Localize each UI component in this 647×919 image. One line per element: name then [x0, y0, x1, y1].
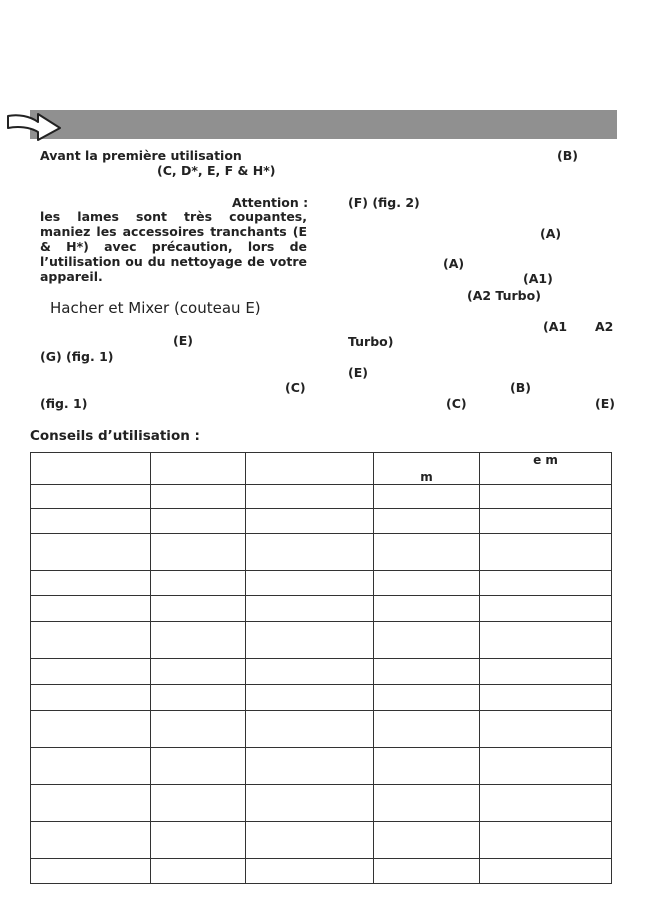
warning-line: appareil. — [40, 269, 103, 284]
header-cell: m — [374, 453, 480, 485]
table-cell — [480, 748, 612, 785]
table-row — [31, 659, 612, 685]
table-cell — [246, 534, 374, 571]
table-cell — [151, 596, 246, 622]
table-cell — [246, 785, 374, 822]
table-cell — [246, 571, 374, 596]
table-cell — [246, 596, 374, 622]
table-cell — [31, 622, 151, 659]
table-header-row — [31, 453, 612, 485]
table-row — [31, 485, 612, 509]
table-cell — [374, 485, 480, 509]
table-cell — [151, 785, 246, 822]
table-cell — [151, 571, 246, 596]
table-cell — [246, 859, 374, 884]
ref-c: (C) — [285, 380, 306, 395]
table-cell — [480, 711, 612, 748]
table-cell — [480, 659, 612, 685]
table-cell — [151, 534, 246, 571]
table-cell — [31, 748, 151, 785]
table-cell — [480, 822, 612, 859]
table-cell — [374, 622, 480, 659]
table-cell — [480, 596, 612, 622]
warning-line: maniez les accessoires tranchants (E — [40, 224, 307, 239]
attention-label: Attention : — [232, 195, 309, 210]
table-cell — [31, 859, 151, 884]
table-cell — [246, 822, 374, 859]
advice-table — [30, 452, 612, 884]
table-cell — [480, 859, 612, 884]
table-cell — [374, 822, 480, 859]
table-row — [31, 822, 612, 859]
turbo-label: Turbo) — [348, 334, 394, 349]
table-cell — [151, 822, 246, 859]
ref-a: (A) — [443, 256, 465, 271]
table-cell — [480, 509, 612, 534]
header-cell — [246, 453, 374, 485]
table-row — [31, 534, 612, 571]
table-cell — [31, 822, 151, 859]
ref-c: (C) — [446, 396, 467, 411]
table-cell — [374, 534, 480, 571]
table-cell — [151, 485, 246, 509]
table-cell — [31, 509, 151, 534]
table-cell — [480, 485, 612, 509]
section-heading: Hacher et Mixer (couteau E) — [50, 299, 261, 317]
table-row — [31, 859, 612, 884]
table-cell — [374, 711, 480, 748]
warning-line: & H*) avec précaution, lors de — [40, 239, 307, 254]
table-cell — [246, 748, 374, 785]
ref-b: (B) — [557, 148, 578, 163]
table-cell — [151, 685, 246, 711]
ref-f-fig2: (F) (fig. 2) — [348, 195, 420, 210]
table-row — [31, 622, 612, 659]
arrow-right-icon — [4, 106, 66, 142]
ref-e: (E) — [595, 396, 615, 411]
header-cell — [31, 453, 151, 485]
table-cell — [480, 785, 612, 822]
ref-e: (E) — [173, 333, 193, 348]
intro-line: Avant la première utilisation — [40, 148, 242, 163]
advice-heading: Conseils d’utilisation : — [30, 428, 200, 444]
table-cell — [31, 711, 151, 748]
table-cell — [151, 748, 246, 785]
table-cell — [151, 622, 246, 659]
table-row — [31, 748, 612, 785]
table-cell — [374, 685, 480, 711]
table-cell — [480, 534, 612, 571]
header-cell: e m — [480, 453, 612, 485]
table-cell — [31, 534, 151, 571]
warning-line: les lames sont très coupantes, — [40, 209, 307, 224]
table-cell — [246, 509, 374, 534]
table-cell — [480, 622, 612, 659]
table-cell — [374, 509, 480, 534]
ref-e: (E) — [348, 365, 368, 380]
table-cell — [246, 659, 374, 685]
table-cell — [31, 685, 151, 711]
table-row — [31, 596, 612, 622]
warning-line: l’utilisation ou du nettoyage de votre — [40, 254, 307, 269]
table-cell — [31, 596, 151, 622]
table-cell — [374, 748, 480, 785]
table-cell — [151, 659, 246, 685]
ref-a2-turbo: (A2 Turbo) — [467, 288, 541, 303]
ref-g-fig1: (G) (fig. 1) — [40, 349, 114, 364]
table-row — [31, 571, 612, 596]
table-cell — [151, 859, 246, 884]
table-cell — [246, 622, 374, 659]
table-row — [31, 711, 612, 748]
accessory-list: (C, D*, E, F & H*) — [157, 163, 276, 178]
section-banner — [30, 110, 617, 139]
table-cell — [246, 685, 374, 711]
table-cell — [246, 711, 374, 748]
table-cell — [151, 711, 246, 748]
ref-a1: (A1) — [523, 271, 553, 286]
table-row — [31, 509, 612, 534]
ref-a1: (A1 — [543, 319, 568, 334]
ref-fig1: (fig. 1) — [40, 396, 88, 411]
table-cell — [31, 485, 151, 509]
table-cell — [31, 659, 151, 685]
table-cell — [374, 596, 480, 622]
table-cell — [374, 859, 480, 884]
header-cell — [151, 453, 246, 485]
table-cell — [31, 571, 151, 596]
warning-text — [40, 209, 307, 284]
ref-b: (B) — [510, 380, 531, 395]
ref-a2: A2 — [595, 319, 614, 334]
table-cell — [31, 785, 151, 822]
table-cell — [374, 571, 480, 596]
ref-a: (A) — [540, 226, 562, 241]
table-cell — [246, 485, 374, 509]
table-cell — [480, 571, 612, 596]
table-cell — [480, 685, 612, 711]
table-row — [31, 785, 612, 822]
table-row — [31, 685, 612, 711]
table-cell — [151, 509, 246, 534]
table-cell — [374, 659, 480, 685]
table-cell — [374, 785, 480, 822]
